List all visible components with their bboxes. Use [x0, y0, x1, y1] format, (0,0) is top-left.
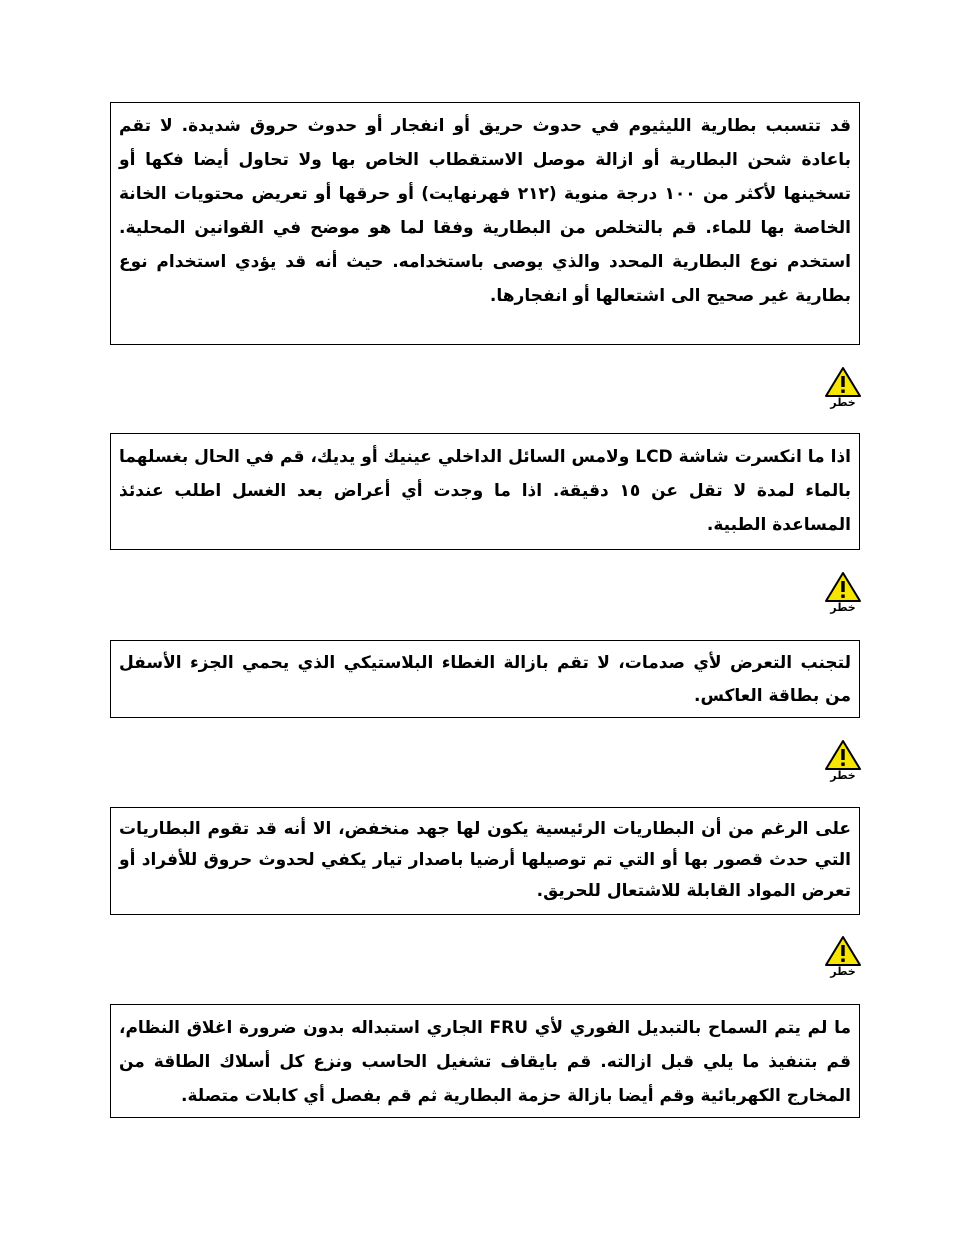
danger-label: خطر — [830, 769, 856, 782]
danger-marker — [823, 739, 863, 782]
danger-notice-inverter — [110, 640, 860, 718]
danger-notice-lithium-battery — [110, 102, 860, 345]
danger-label: خطر — [830, 965, 856, 978]
notice-text: قد تتسبب بطارية الليثيوم في حدوث حريق أو انفجار أو حدوث حروق شديدة. لا تقم باعادة شحن البطارية أو ازالة موصل الاستقطاب الخاص بها ولا تحاول أيضا فكها أو تسخينها لأكثر من ١٠٠ درجة منوية (٢١٢ فهرنهايت) أو حرقها أو تعريض محتويات الخانة الخاصة بها للماء. قم بالتخلص من البطارية وفقا لما هو موضح في القوانين المحلية. استخدم نوع البطارية المحدد والذي يوصى باستخدامه. حيث أنه قد يؤدي استخدام نوع بطارية غير صحيح الى اشتعالها أو انفجارها. — [119, 116, 851, 306]
danger-marker — [823, 935, 863, 978]
warning-triangle-icon — [824, 739, 862, 771]
warning-triangle-icon — [824, 571, 862, 603]
danger-label: خطر — [830, 601, 856, 614]
warning-triangle-icon — [824, 366, 862, 398]
danger-label: خطر — [830, 396, 856, 409]
notice-text: اذا ما انكسرت شاشة LCD ولامس السائل الداخلي عينيك أو يديك، قم في الحال بغسلهما بالماء لمدة لا تقل عن ١٥ دقيقة. اذا ما وجدت أي أعراض بعد الغسل اطلب عندئذ المساعدة الطبية. — [119, 447, 851, 535]
notice-text: على الرغم من أن البطاريات الرئيسية يكون لها جهد منخفض، الا أنه قد تقوم البطاريات التي حدث قصور بها أو التي تم توصيلها أرضيا باصدار تيار يكفي لحدوث حروق للأفراد أو تعرض المواد القابلة للاشتعال للحريق. — [119, 819, 851, 901]
danger-marker — [823, 366, 863, 409]
danger-notice-lcd — [110, 433, 860, 550]
warning-triangle-icon — [824, 935, 862, 967]
notice-text: ما لم يتم السماح بالتبديل الفوري لأي FRU الجاري استبداله بدون ضرورة اغلاق النظام، قم بتنفيذ ما يلي قبل ازالته. قم بايقاف تشغيل الحاسب ونزع كل أسلاك الطاقة من المخارج الكهربائية وقم أيضا بازالة حزمة البطارية ثم قم بفصل أي كابلات متصلة. — [119, 1018, 851, 1106]
danger-notice-main-battery — [110, 807, 860, 915]
danger-marker — [823, 571, 863, 614]
danger-notice-fru-replacement — [110, 1004, 860, 1118]
notice-text: لتجنب التعرض لأي صدمات، لا تقم بازالة الغطاء البلاستيكي الذي يحمي الجزء الأسفل من بطاقة العاكس. — [119, 653, 851, 706]
